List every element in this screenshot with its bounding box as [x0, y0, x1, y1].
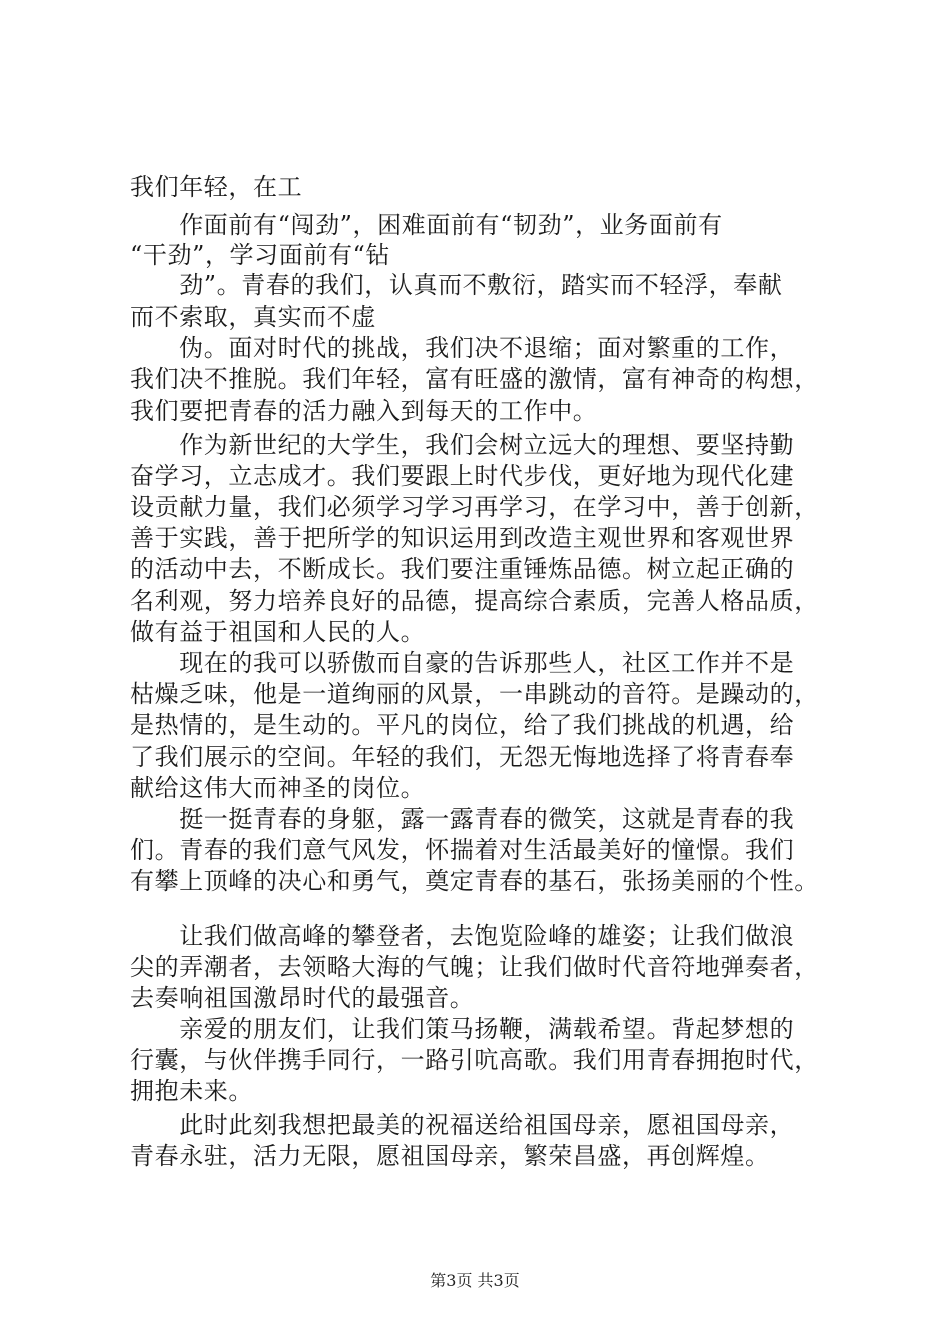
text-line: 伪。面对时代的挑战，我们决不退缩；面对繁重的工作， — [130, 334, 795, 362]
text-line: 我们年轻，在工 — [130, 173, 303, 201]
text-line: 名利观，努力培养良好的品德，提高综合素质，完善人格品质， — [130, 587, 819, 615]
text-line: 善于实践，善于把所学的知识运用到改造主观世界和客观世界 — [130, 524, 795, 552]
text-line: 献给这伟大而神圣的岗位。 — [130, 774, 426, 802]
text-line: 我们要把青春的活力融入到每天的工作中。 — [130, 397, 598, 425]
text-line: 行囊，与伙伴携手同行，一路引吭高歌。我们用青春拥抱时代， — [130, 1046, 819, 1074]
text-line: 劲”。青春的我们，认真而不敷衍，踏实而不轻浮，奉献 — [130, 271, 783, 299]
text-line: 而不索取，真实而不虚 — [130, 303, 376, 331]
text-line: 此时此刻我想把最美的祝福送给祖国母亲，愿祖国母亲， — [130, 1111, 795, 1139]
text-line: 设贡献力量，我们必须学习学习再学习，在学习中，善于创新， — [130, 493, 819, 521]
text-line: 有攀上顶峰的决心和勇气，奠定青春的基石，张扬美丽的个性。 — [130, 867, 819, 895]
text-line: 奋学习，立志成才。我们要跟上时代步伐，更好地为现代化建 — [130, 462, 795, 490]
text-line: 去奏响祖国激昂时代的最强音。 — [130, 984, 475, 1012]
text-line: 作为新世纪的大学生，我们会树立远大的理想、要坚持勤 — [130, 431, 795, 459]
text-line: 现在的我可以骄傲而自豪的告诉那些人，社区工作并不是 — [130, 649, 795, 677]
text-line: 亲爱的朋友们，让我们策马扬鞭，满载希望。背起梦想的 — [130, 1015, 795, 1043]
text-line: 们。青春的我们意气风发，怀揣着对生活最美好的憧憬。我们 — [130, 836, 795, 864]
page-footer: 第3页 共3页 — [430, 1271, 520, 1290]
text-line: 拥抱未来。 — [130, 1077, 253, 1105]
text-line: 枯燥乏味，他是一道绚丽的风景，一串跳动的音符。是躁动的， — [130, 680, 819, 708]
text-line: 尖的弄潮者，去领略大海的气魄；让我们做时代音符地弹奏者， — [130, 953, 819, 981]
text-line: 是热情的，是生动的。平凡的岗位，给了我们挑战的机遇，给 — [130, 711, 795, 739]
text-line: 我们决不推脱。我们年轻，富有旺盛的激情，富有神奇的构想， — [130, 365, 819, 393]
text-line: 了我们展示的空间。年轻的我们，无怨无悔地选择了将青春奉 — [130, 743, 795, 771]
text-line: 做有益于祖国和人民的人。 — [130, 618, 426, 646]
text-line: 青春永驻，活力无限，愿祖国母亲，繁荣昌盛，再创辉煌。 — [130, 1142, 770, 1170]
text-line: “干劲”，学习面前有“钻 — [130, 241, 391, 269]
text-line: 的活动中去，不断成长。我们要注重锤炼品德。树立起正确的 — [130, 555, 795, 583]
text-line: 作面前有“闯劲”，困难面前有“韧劲”，业务面前有 — [130, 211, 723, 239]
text-line: 让我们做高峰的攀登者，去饱览险峰的雄姿；让我们做浪 — [130, 922, 795, 950]
text-line: 挺一挺青春的身躯，露一露青春的微笑，这就是青春的我 — [130, 805, 795, 833]
